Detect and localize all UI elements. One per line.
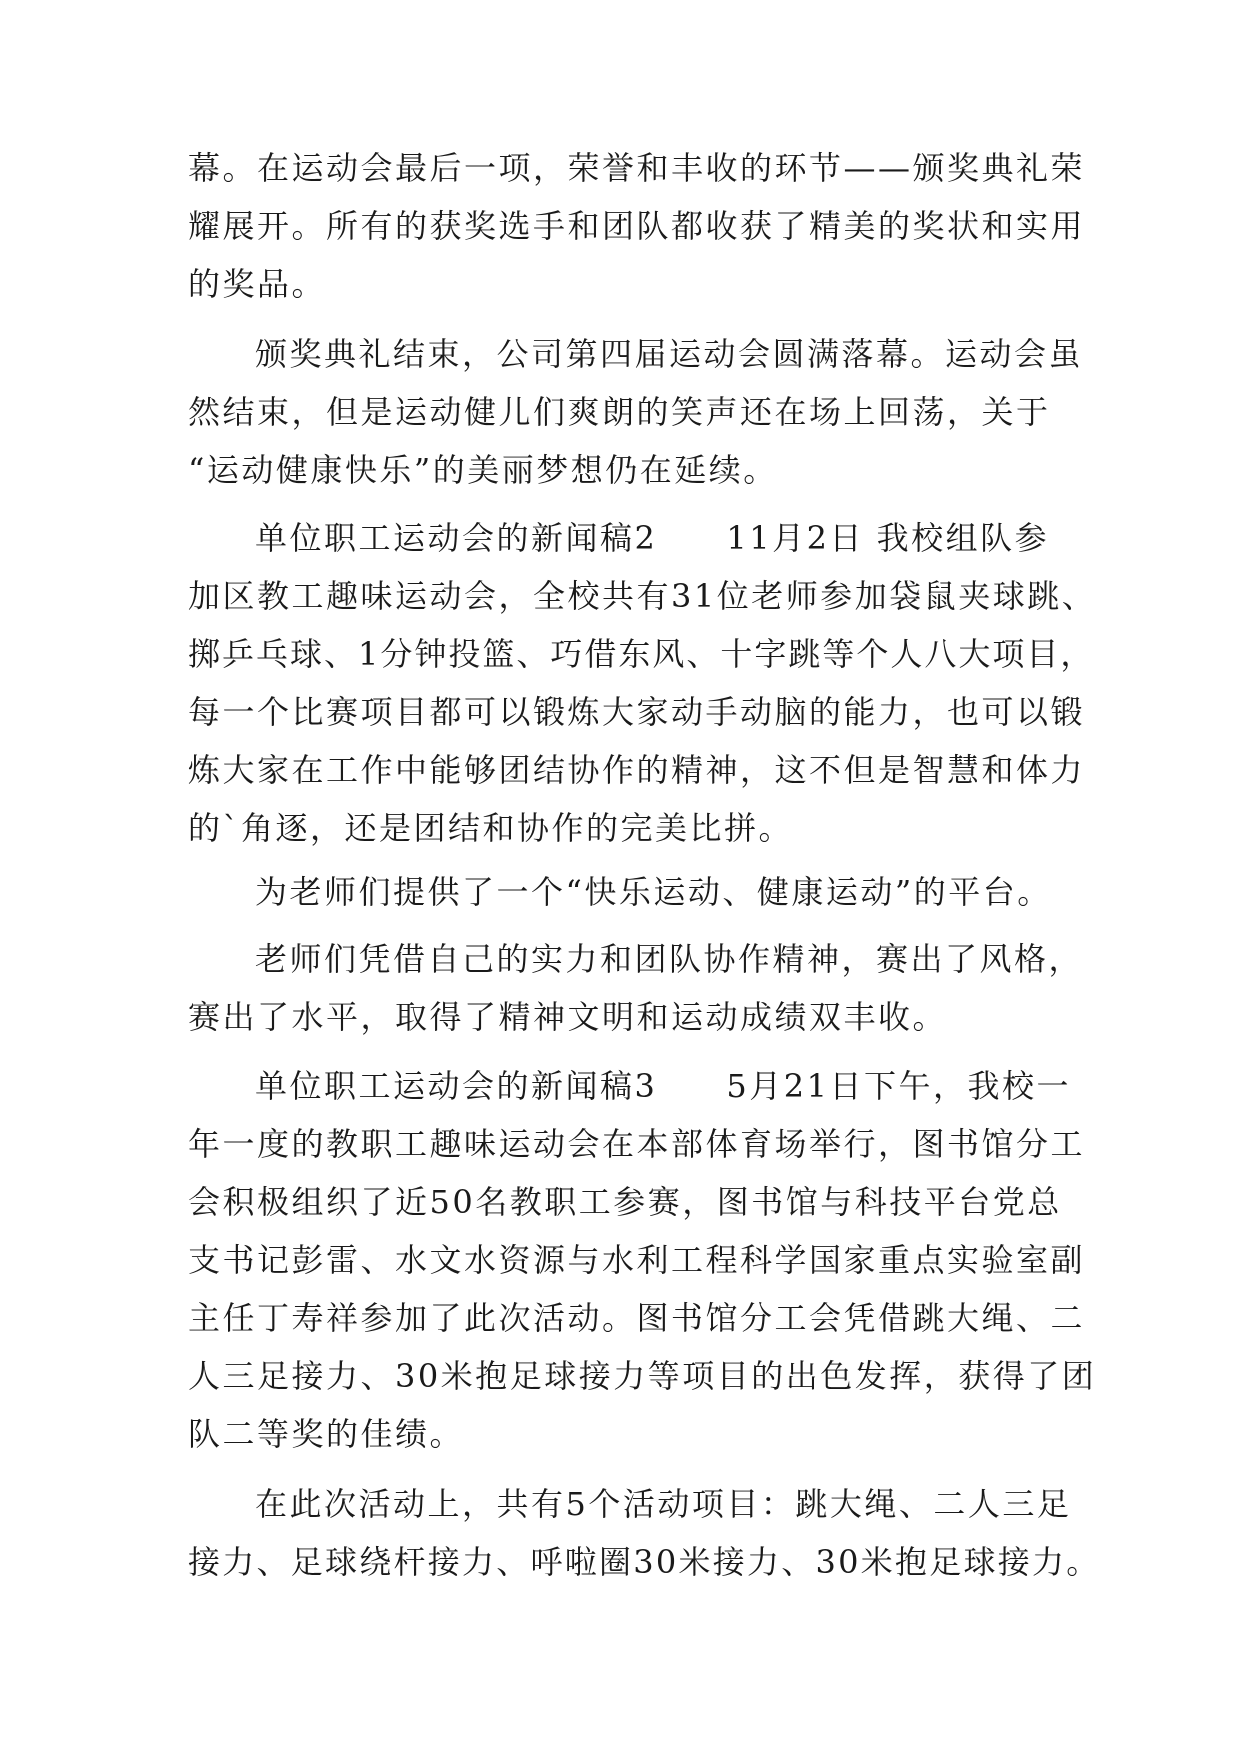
text-line: “运动健康快乐”的美丽梦想仍在延续。 xyxy=(188,451,778,489)
text-line: 接力、足球绕杆接力、呼啦圈30米接力、30米抱足球接力。 xyxy=(188,1543,1101,1581)
text-line: 耀展开。所有的获奖选手和团队都收获了精美的奖状和实用 xyxy=(188,207,1086,245)
text-line: 单位职工运动会的新闻稿3 5月21日下午，我校一 xyxy=(255,1067,1071,1105)
text-line: 幕。在运动会最后一项，荣誉和丰收的环节——颁奖典礼荣 xyxy=(188,149,1086,187)
text-line: 为老师们提供了一个“快乐运动、健康运动”的平台。 xyxy=(255,873,1052,911)
text-line: 老师们凭借自己的实力和团队协作精神，赛出了风格， xyxy=(255,940,1084,978)
text-line: 然结束，但是运动健儿们爽朗的笑声还在场上回荡，关于 xyxy=(188,393,1051,431)
text-line: 炼大家在工作中能够团结协作的精神，这不但是智慧和体力 xyxy=(188,751,1086,789)
text-line: 年一度的教职工趣味运动会在本部体育场举行，图书馆分工 xyxy=(188,1125,1086,1163)
text-line: 每一个比赛项目都可以锻炼大家动手动脑的能力，也可以锻 xyxy=(188,693,1086,731)
text-line: 会积极组织了近50名教职工参赛，图书馆与科技平台党总 xyxy=(188,1183,1062,1221)
text-line: 加区教工趣味运动会，全校共有31位老师参加袋鼠夹球跳、 xyxy=(188,577,1097,615)
text-line: 颁奖典礼结束，公司第四届运动会圆满落幕。运动会虽 xyxy=(255,335,1084,373)
text-line: 的`角逐，还是团结和协作的完美比拼。 xyxy=(188,809,794,847)
text-line: 队二等奖的佳绩。 xyxy=(188,1415,465,1453)
text-line: 支书记彭雷、水文水资源与水利工程科学国家重点实验室副 xyxy=(188,1241,1086,1279)
text-line: 在此次活动上，共有5个活动项目：跳大绳、二人三足 xyxy=(255,1485,1072,1523)
text-line: 主任丁寿祥参加了此次活动。图书馆分工会凭借跳大绳、二 xyxy=(188,1299,1086,1337)
text-line: 赛出了水平，取得了精神文明和运动成绩双丰收。 xyxy=(188,998,948,1036)
text-line: 的奖品。 xyxy=(188,265,327,303)
text-line: 单位职工运动会的新闻稿2 11月2日 我校组队参 xyxy=(255,519,1050,557)
text-line: 掷乒乓球、1分钟投篮、巧借东风、十字跳等个人八大项目， xyxy=(188,635,1095,673)
text-line: 人三足接力、30米抱足球接力等项目的出色发挥，获得了团 xyxy=(188,1357,1097,1395)
